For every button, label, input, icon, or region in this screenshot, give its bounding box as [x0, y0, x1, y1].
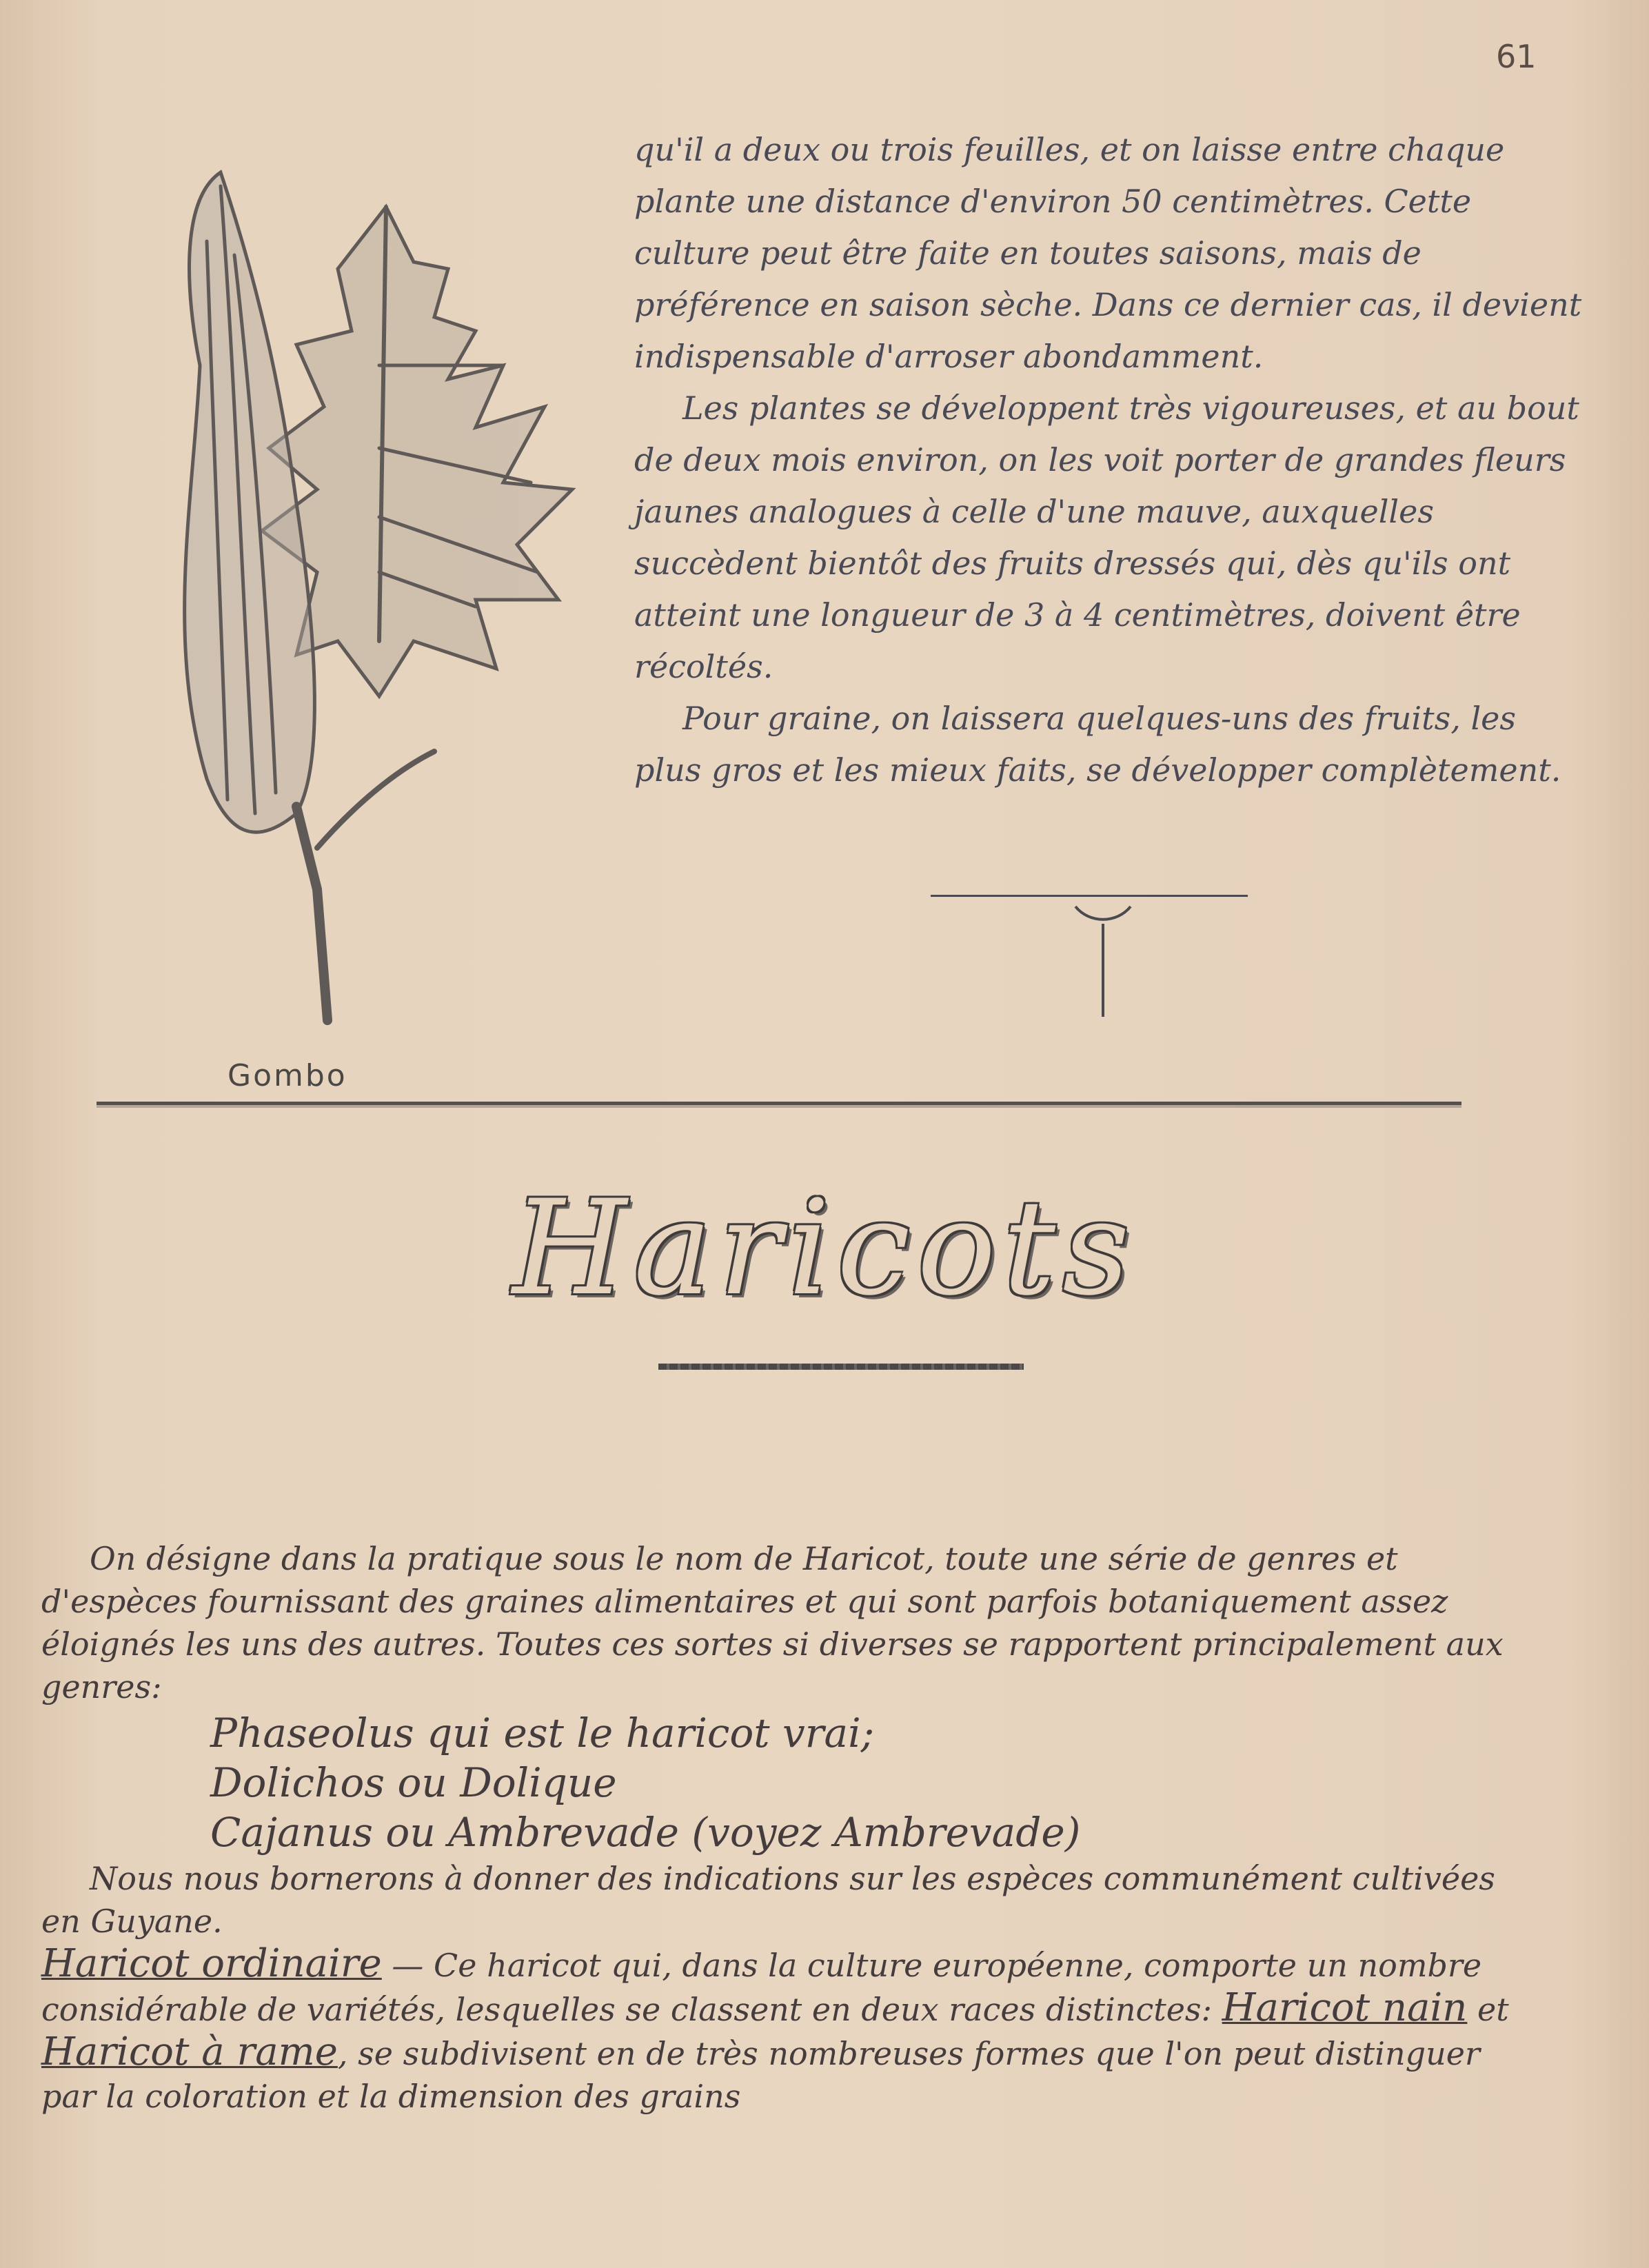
- paragraph-culture: qu'il a deux ou trois feuilles, et on laisse entre chaque plante une distance d'environ 50 centimètres. Cette culture peut être faite en toutes saisons, mais de préférence en saison sèche. Dans ce dernier cas, il devient indispensable d'arroser abondamment.: [634, 131, 1582, 375]
- race-nain: Haricot nain: [1222, 1985, 1468, 2030]
- intro-paragraph: On désigne dans la pratique sous le nom de Haricot, toute une série de genres et d'espèces fournissant des graines alimentaires et qui sont parfois botaniquement assez éloignés les uns des autres. Toutes ces sortes si diverses se rapportent principalement aux genres:: [41, 1540, 1504, 1705]
- gombo-illustration: [90, 159, 586, 1027]
- ordinary-text-1: — Ce haricot qui, dans la culture européenne, comporte un nombre considérable de variétés, lesquelles se classent en deux races distinctes:: [41, 1947, 1482, 2028]
- section-title: Haricots: [512, 1172, 1137, 1324]
- figure-caption: Gombo: [227, 1058, 347, 1093]
- genre-dolichos: Dolichos ou Dolique: [210, 1759, 617, 1806]
- limit-paragraph: Nous nous bornerons à donner des indications sur les espèces communément cultivées en Guyane.: [41, 1860, 1495, 1940]
- ordinary-heading: Haricot ordinaire: [41, 1941, 382, 1986]
- paragraph-development: Les plantes se développent très vigoureuses, et au bout de deux mois environ, on les voit porter de grandes fleurs jaunes analogues à celle d'une mauve, auxquelles succèdent bientôt des fruits dressés qui, dès qu'ils ont atteint une longueur de 3 à 4 centimètres, doivent être récoltés.: [634, 389, 1579, 685]
- genre-phaseolus: Phaseolus qui est le haricot vrai;: [210, 1710, 875, 1756]
- haricots-text-block: [41, 1537, 1544, 2118]
- top-text-block: [634, 124, 1586, 796]
- race-rame: Haricot à rame: [41, 2029, 338, 2074]
- genre-cajanus: Cajanus ou Ambrevade (voyez Ambrevade): [210, 1809, 1081, 1856]
- ordinary-text-2: , se subdivisent en de très nombreuses formes que l'on peut distinguer par la coloration et la dimension des grains: [41, 2035, 1480, 2115]
- title-underline: [658, 1364, 1024, 1370]
- ordinary-paragraph: [41, 1943, 1544, 2118]
- paragraph-seed: Pour graine, on laissera quelques-uns des fruits, les plus gros et les mieux faits, se développer complètement.: [634, 700, 1561, 789]
- ornament-mark: [1062, 896, 1144, 1020]
- ordinary-conj: et: [1467, 1991, 1509, 2028]
- divider-line: [97, 1102, 1461, 1105]
- page-number: 61: [1496, 38, 1537, 75]
